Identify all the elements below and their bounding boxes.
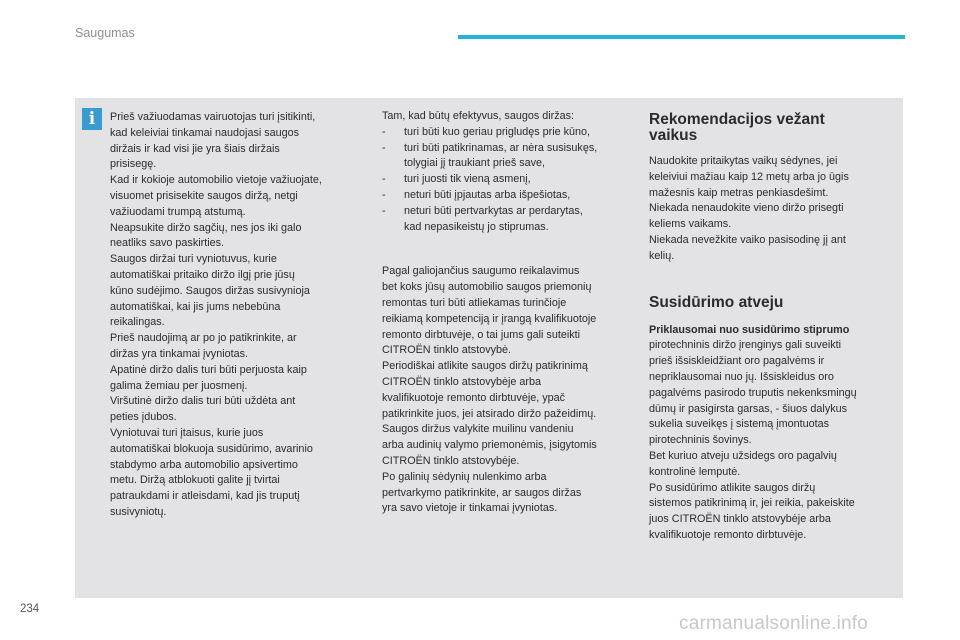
info-icon: i [82,108,102,130]
column-3 [649,112,894,544]
text-line: automatiškai blokuoja susidūrimo, avarinio [110,442,313,455]
text-line: sistemos patikrinimą ir, jei reikia, pakeiskite [649,497,855,510]
text-line: Neapsukite diržo sagčių, nes jos iki galo [110,221,302,234]
text-line: kvalifikuotoje remonto dirbtuvėje. [649,528,807,541]
text-line: Viršutinė diržo dalis turi būti uždėta ant [110,395,296,408]
text-line: galima žemiau per juosmenį. [110,379,248,392]
text-line: Periodiškai atlikite saugos diržų patikrinimą [382,360,588,373]
list-item: - turi juosti tik vieną asmenį, [382,172,637,188]
text-line: Po galinių sėdynių nulenkimo arba [382,470,547,483]
text-line: pertvarkymo patikrinkite, ar saugos diržas [382,486,582,499]
list-intro: Tam, kad būtų efektyvus, saugos diržas: [382,110,575,122]
text-line: automatiškai pritaiko diržo ilgį prie jūsų [110,268,295,281]
list-item: - turi būti kuo geriau prigludęs prie kūno, [382,125,637,141]
text-line: prieš išsiskleidžiant oro pagalvėms ir [649,355,825,368]
text-line: dūmų ir pasigirsta garsas, - šiuos dalykus [649,402,848,415]
list-item: - neturi būti įpjautas arba išpešiotas, [382,188,637,204]
text-line: remonto dirbtuvėje, o tai jums gali suteikti [382,328,581,341]
text-line: Vyniotuvai turi įtaisus, kurie juos [110,426,264,439]
text-line: Bet kuriuo atveju užsidegs oro pagalvių [649,449,837,462]
text-line: patikrinkite juos, jei atsirado diržo pažeidimų. [382,407,597,420]
text-line: keleiviui mažiau kaip 12 metų arba jo ūgis [649,170,849,183]
text-line: arba audinių valymo priemonėmis, įsigytomis [382,439,597,452]
text-line: reikalingas. [110,316,165,329]
text-line: CITROËN tinklo atstovybė. [382,344,512,357]
text-line: Po susidūrimo atlikite saugos diržų [649,481,816,494]
text-line: bet koks jūsų automobilio saugos priemonių [382,281,592,294]
page-number: 234 [20,603,40,615]
subheading: Priklausomai nuo susidūrimo stiprumo [649,323,850,336]
text-line: neatliks savo paskirties. [110,237,225,250]
text-line: kvalifikuotoje remonto dirbtuvėje, ypač [382,391,566,404]
text-line: keliems vaikams. [649,218,732,231]
list-item: - turi būti patikrinamas, ar nėra susisukęs, [382,141,637,157]
list-item-continuation: tolygiai jį traukiant prieš save, [404,157,546,170]
text-line: juos CITROËN tinklo atstovybėje arba [649,513,831,526]
column-1 [110,110,360,521]
column-2 [382,109,637,517]
list-item: - neturi būti pertvarkytas ar perdarytas, [382,204,637,220]
text-line: yra savo vietoje ir tinkamai įvyniotas. [382,502,558,515]
text-line: Prieš važiuodamas vairuotojas turi įsitikinti, [110,111,316,123]
text-line: reikiamą kompetenciją ir įrangą kvalifikuotoje [382,312,597,325]
text-line: peties įdubos. [110,411,177,424]
text-line: automatiškai, kai jis jums nebebūna [110,300,281,313]
text-line: kelių. [649,249,675,262]
text-line: pagalvėms pasirodo truputis nekenksmingų [649,386,857,399]
text-line: Saugos diržus valykite muilinu vandeniu [382,423,574,436]
section-title: Saugumas [75,26,135,40]
text-line: pirotechninis šovinys. [649,434,752,447]
text-line: patraukdami ir atleisdami, kad jis truputį [110,490,300,503]
text-line: CITROËN tinklo atstovybėje arba [382,375,542,388]
list-item-continuation: kad nepasikeistų jo stiprumas. [404,220,549,233]
text-line: pirotechninis diržo įrenginys gali suveikti [649,339,842,352]
heading-child-recommendations [649,112,894,144]
text-line: kūno sudėjimo. Saugos diržas susivynioja [110,284,310,297]
text-line: diržas yra tinkamai įvyniotas. [110,347,249,360]
text-line: Pagal galiojančius saugumo reikalavimus [382,265,580,278]
text-line: Niekada nevežkite vaiko pasisodinę jį ant [649,233,846,246]
heading-collision: Susidūrimo atveju [649,293,784,311]
text-line: Kad ir kokioje automobilio vietoje važiuojate, [110,174,322,187]
heading-line: Rekomendacijos vežant [649,111,825,128]
text-line: Niekada nenaudokite vieno diržo prisegti [649,202,844,215]
text-line: kad keleiviai tinkamai naudojasi saugos [110,126,300,139]
text-line: nepriklausomai nuo jų. Išsiskleidus oro [649,370,834,383]
text-line: prisisegę. [110,158,157,171]
text-line: remontas turi būti atliekamas turinčioje [382,296,567,309]
header-accent-bar [458,35,905,39]
text-line: važiuodami trumpą atstumą. [110,205,246,218]
text-line: susivyniotų. [110,505,167,518]
text-line: visuomet prisisekite saugos diržą, netgi [110,189,298,202]
text-line: metu. Diržą atblokuoti galite jį tvirtai [110,474,280,487]
heading-line: vaikus [649,127,698,144]
text-line: CITROËN tinklo atstovybėje. [382,454,520,467]
watermark: carmanualsonline.info [679,613,869,634]
text-line: diržais ir kad visi jie yra šiais diržais [110,142,280,155]
text-line: kontrolinė lemputė. [649,465,741,478]
text-line: stabdymo arba automobilio apsivertimo [110,458,298,471]
text-line: mažesnis kaip metras penkiasdešimt. [649,186,829,199]
text-line: Apatinė diržo dalis turi būti perjuosta kaip [110,363,307,376]
text-line: sukelia suveikęs į sistemą įmontuotas [649,418,830,431]
text-line: Prieš naudojimą ar po jo patikrinkite, ar [110,332,297,345]
text-line: Saugos diržai turi vyniotuvus, kurie [110,253,277,266]
text-line: Naudokite pritaikytas vaikų sėdynes, jei [649,155,838,167]
